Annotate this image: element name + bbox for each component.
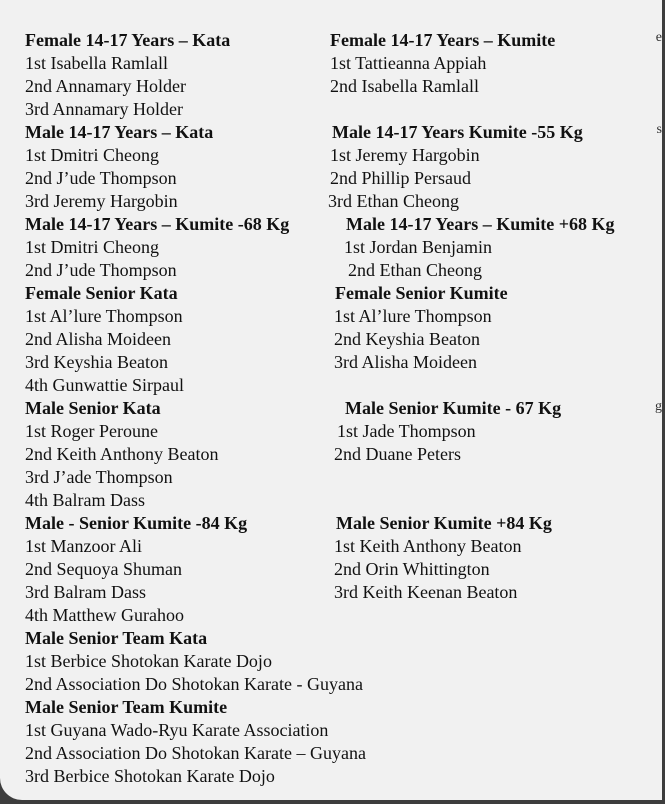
result-entry: 4th Matthew Gurahoo: [25, 605, 184, 625]
result-entry: 2nd Orin Whittington: [334, 559, 490, 579]
result-entry: 2nd Ethan Cheong: [348, 260, 482, 280]
result-entry: 1st Guyana Wado-Ryu Karate Association: [25, 720, 329, 740]
result-entry: 3rd Ethan Cheong: [328, 191, 459, 211]
result-entry: 1st Al’lure Thompson: [334, 306, 492, 326]
section-heading: Female 14-17 Years – Kumite: [330, 30, 556, 50]
result-entry: 2nd Association Do Shotokan Karate – Guyana: [25, 743, 366, 763]
section-heading: Male 14-17 Years – Kumite -68 Kg: [25, 214, 290, 234]
result-entry: 1st Keith Anthony Beaton: [334, 536, 522, 556]
result-entry: 3rd Keith Keenan Beaton: [334, 582, 518, 602]
result-entry: 2nd J’ude Thompson: [25, 260, 177, 280]
result-entry: 1st Jade Thompson: [337, 421, 476, 441]
result-entry: 3rd Keyshia Beaton: [25, 352, 168, 372]
result-entry: 2nd Keyshia Beaton: [334, 329, 480, 349]
result-entry: 1st Jeremy Hargobin: [330, 145, 480, 165]
result-entry: 2nd Phillip Persaud: [330, 168, 472, 188]
result-entry: 1st Berbice Shotokan Karate Dojo: [25, 651, 272, 671]
edge-mark: s: [656, 122, 662, 137]
result-entry: 1st Roger Peroune: [25, 421, 158, 441]
result-entry: 2nd Annamary Holder: [25, 76, 186, 96]
result-entry: 3rd Annamary Holder: [25, 99, 183, 119]
result-entry: 1st Jordan Benjamin: [344, 237, 492, 257]
result-entry: 4th Balram Dass: [25, 490, 145, 510]
result-entry: 1st Dmitri Cheong: [25, 237, 159, 257]
result-entry: 2nd Duane Peters: [334, 444, 461, 464]
section-heading: Male - Senior Kumite -84 Kg: [25, 513, 248, 533]
section-heading: Male Senior Team Kata: [25, 628, 208, 648]
section-heading: Female 14-17 Years – Kata: [25, 30, 231, 50]
result-entry: 1st Tattieanna Appiah: [330, 53, 487, 73]
result-entry: 3rd Jeremy Hargobin: [25, 191, 178, 211]
edge-mark: e: [655, 30, 662, 45]
result-entry: 1st Isabella Ramlall: [25, 53, 168, 73]
result-entry: 1st Manzoor Ali: [25, 536, 142, 556]
section-heading: Male Senior Team Kumite: [25, 697, 228, 717]
result-entry: 3rd J’ade Thompson: [25, 467, 173, 487]
section-heading: Female Senior Kata: [25, 283, 178, 303]
result-entry: 2nd J’ude Thompson: [25, 168, 177, 188]
section-heading: Male Senior Kata: [25, 398, 161, 418]
result-entry: 4th Gunwattie Sirpaul: [25, 375, 184, 395]
section-heading: Male 14-17 Years Kumite -55 Kg: [332, 122, 583, 142]
result-entry: 3rd Balram Dass: [25, 582, 146, 602]
result-entry: 2nd Isabella Ramlall: [330, 76, 479, 96]
result-entry: 3rd Berbice Shotokan Karate Dojo: [25, 766, 275, 786]
result-entry: 2nd Association Do Shotokan Karate - Guyana: [25, 674, 363, 694]
result-entry: 3rd Alisha Moideen: [334, 352, 477, 372]
result-entry: 2nd Alisha Moideen: [25, 329, 171, 349]
edge-mark: g: [655, 399, 662, 414]
section-heading: Male 14-17 Years – Kumite +68 Kg: [346, 214, 615, 234]
result-entry: 2nd Sequoya Shuman: [25, 559, 182, 579]
section-heading: Male Senior Kumite - 67 Kg: [345, 398, 562, 418]
result-entry: 1st Al’lure Thompson: [25, 306, 183, 326]
result-entry: 1st Dmitri Cheong: [25, 145, 159, 165]
section-heading: Female Senior Kumite: [335, 283, 508, 303]
section-heading: Male Senior Kumite +84 Kg: [336, 513, 552, 533]
result-entry: 2nd Keith Anthony Beaton: [25, 444, 219, 464]
section-heading: Male 14-17 Years – Kata: [25, 122, 214, 142]
